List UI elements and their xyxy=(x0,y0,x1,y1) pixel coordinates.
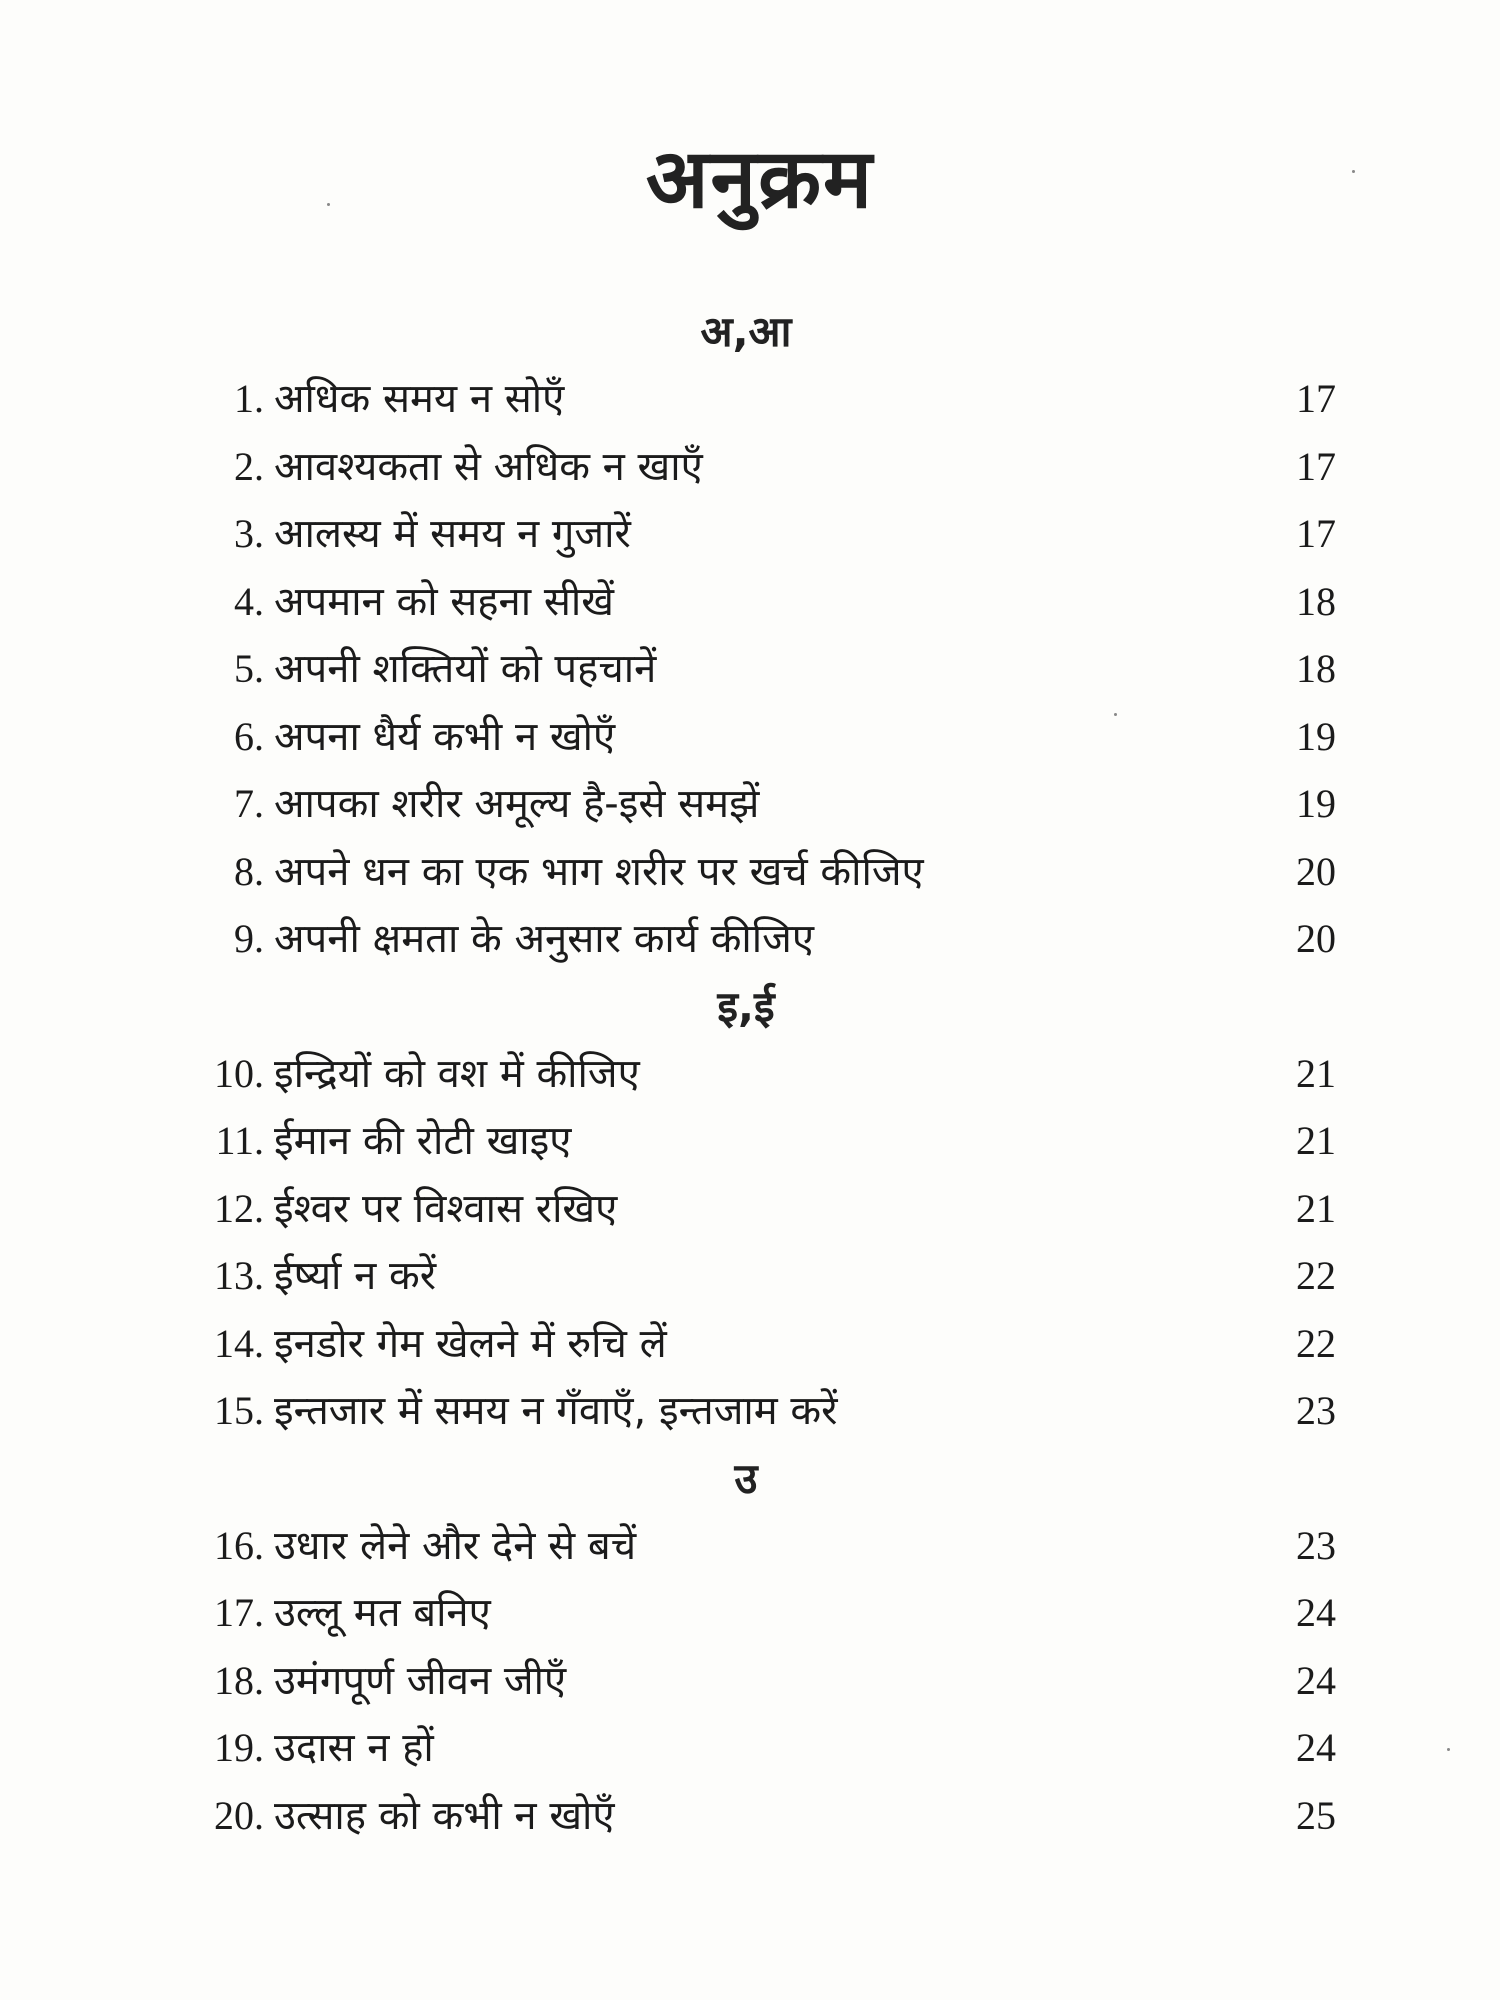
toc-entry xyxy=(186,1512,1336,1580)
scan-speck xyxy=(327,203,330,206)
toc-entry xyxy=(186,568,1336,636)
entry-title: अधिक समय न सोएँ xyxy=(274,376,565,422)
toc-entry xyxy=(186,1040,1336,1108)
entry-title: ईश्वर पर विश्वास रखिए xyxy=(274,1185,618,1232)
entry-page: 20 xyxy=(1296,916,1336,961)
entry-number: 1. xyxy=(234,376,264,421)
toc-entry xyxy=(186,1242,1336,1310)
entry-title: उदास न हों xyxy=(274,1725,434,1771)
entry-number: 4. xyxy=(234,578,264,624)
entry-page: 17 xyxy=(1296,443,1336,489)
table-of-contents xyxy=(186,298,1336,1849)
entry-title: अपनी शक्तियों को पहचानें xyxy=(274,646,657,692)
entry-title: अपनी क्षमता के अनुसार कार्य कीजिए xyxy=(274,916,814,962)
entry-page: 18 xyxy=(1296,578,1336,624)
entry-title: उत्साह को कभी न खोएँ xyxy=(274,1792,615,1839)
entry-number: 2. xyxy=(234,443,264,489)
entry-page: 24 xyxy=(1296,1725,1336,1770)
entry-number: 3. xyxy=(234,511,264,556)
toc-entry xyxy=(186,1714,1336,1782)
toc-entry xyxy=(186,770,1336,838)
toc-entry xyxy=(186,703,1336,771)
entry-number: 9. xyxy=(234,916,264,961)
entry-number: 8. xyxy=(234,848,264,894)
entry-page: 22 xyxy=(1296,1320,1336,1366)
entry-page: 21 xyxy=(1296,1050,1336,1096)
toc-entry xyxy=(186,1175,1336,1243)
entry-number: 5. xyxy=(234,646,264,691)
entry-page: 18 xyxy=(1296,646,1336,691)
entry-number: 6. xyxy=(234,713,264,759)
toc-entry xyxy=(186,500,1336,568)
entry-page: 23 xyxy=(1296,1388,1336,1433)
scan-speck xyxy=(1447,1748,1450,1751)
entry-page: 21 xyxy=(1296,1118,1336,1163)
entry-page: 19 xyxy=(1296,713,1336,759)
entry-page: 17 xyxy=(1296,511,1336,556)
entry-page: 20 xyxy=(1296,848,1336,894)
entry-title: आलस्य में समय न गुजारें xyxy=(274,511,631,557)
entry-title: अपने धन का एक भाग शरीर पर खर्च कीजिए xyxy=(274,848,924,895)
entry-page: 19 xyxy=(1296,781,1336,826)
toc-entry xyxy=(186,365,1336,433)
entry-title: ईमान की रोटी खाइए xyxy=(274,1118,572,1164)
entry-title: अपना धैर्य कभी न खोएँ xyxy=(274,713,616,760)
entry-title: अपमान को सहना सीखें xyxy=(274,578,614,625)
section-heading: उ xyxy=(734,1453,758,1503)
entry-title: उल्लू मत बनिए xyxy=(274,1590,491,1636)
entry-number: 12. xyxy=(214,1185,264,1231)
entry-number: 17. xyxy=(214,1590,264,1635)
entry-page: 17 xyxy=(1296,376,1336,421)
entry-title: उधार लेने और देने से बचें xyxy=(274,1522,637,1569)
entry-page: 24 xyxy=(1296,1590,1336,1635)
toc-entry xyxy=(186,1647,1336,1715)
toc-entry xyxy=(186,1782,1336,1850)
toc-entry xyxy=(186,1377,1336,1445)
entry-number: 7. xyxy=(234,781,264,826)
section-heading: अ,आ xyxy=(700,307,792,356)
entry-page: 21 xyxy=(1296,1185,1336,1231)
entry-title: इन्द्रियों को वश में कीजिए xyxy=(274,1050,640,1097)
entry-title: इन्तजार में समय न गँवाएँ, इन्तजाम करें xyxy=(274,1388,838,1434)
entry-number: 13. xyxy=(214,1253,264,1298)
entry-number: 11. xyxy=(215,1118,264,1163)
entry-number: 19. xyxy=(214,1725,264,1770)
entry-title: इनडोर गेम खेलने में रुचि लें xyxy=(274,1320,667,1367)
page-title: अनुक्रम xyxy=(645,132,875,227)
entry-page: 22 xyxy=(1296,1253,1336,1298)
scan-speck xyxy=(1352,170,1355,173)
entry-title: आवश्यकता से अधिक न खाएँ xyxy=(274,443,703,490)
entry-number: 10. xyxy=(214,1050,264,1096)
toc-entry xyxy=(186,838,1336,906)
toc-entry xyxy=(186,1579,1336,1647)
entry-number: 18. xyxy=(214,1657,264,1703)
entry-number: 15. xyxy=(214,1388,264,1433)
entry-number: 14. xyxy=(214,1320,264,1366)
entry-title: ईर्ष्या न करें xyxy=(274,1253,437,1299)
toc-entry xyxy=(186,905,1336,973)
toc-entry xyxy=(186,1310,1336,1378)
toc-entry xyxy=(186,433,1336,501)
toc-entry xyxy=(186,635,1336,703)
entry-page: 24 xyxy=(1296,1657,1336,1703)
scan-speck xyxy=(1114,713,1117,716)
section-heading: इ,ई xyxy=(717,981,775,1031)
entry-page: 23 xyxy=(1296,1522,1336,1568)
entry-title: उमंगपूर्ण जीवन जीएँ xyxy=(274,1657,567,1704)
entry-page: 25 xyxy=(1296,1792,1336,1838)
entry-number: 16. xyxy=(214,1522,264,1568)
entry-number: 20. xyxy=(214,1792,264,1838)
entry-title: आपका शरीर अमूल्य है-इसे समझें xyxy=(274,781,760,827)
toc-entry xyxy=(186,1107,1336,1175)
